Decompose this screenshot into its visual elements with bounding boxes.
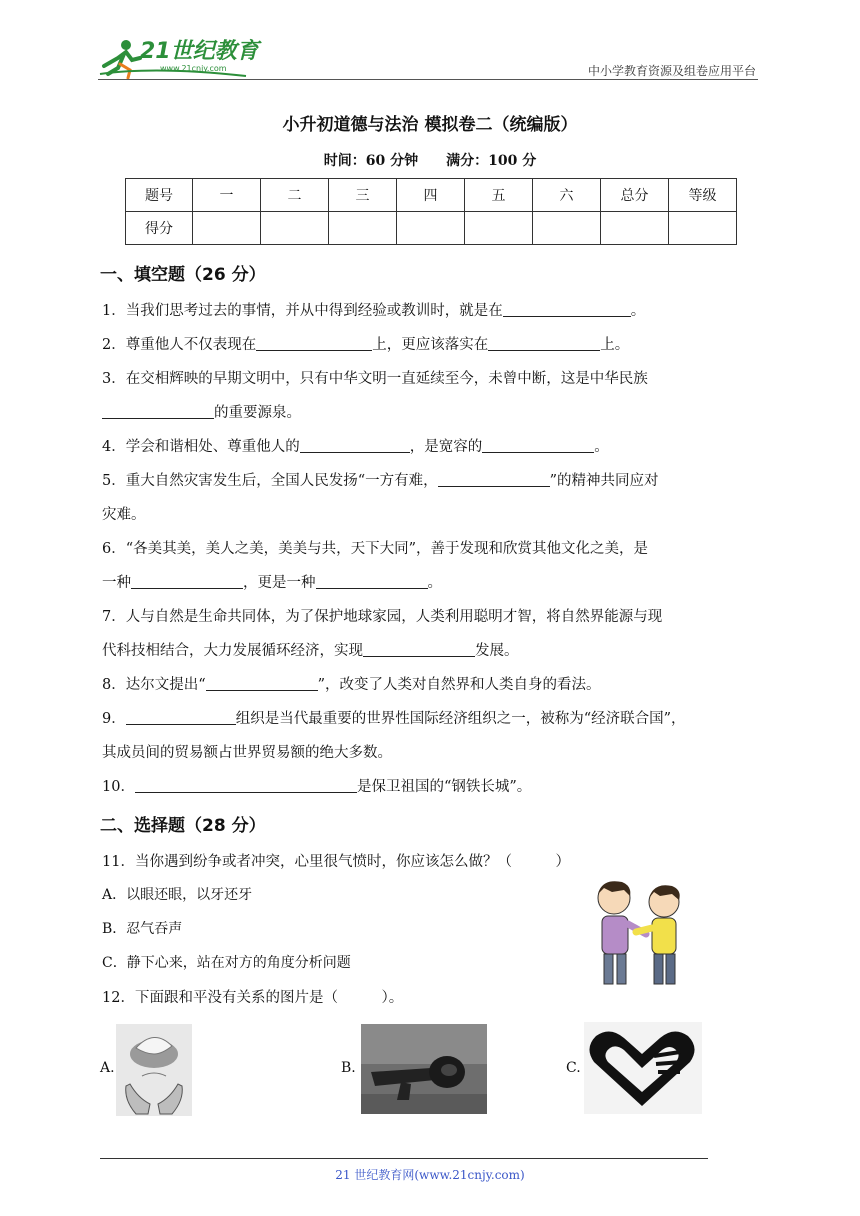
question-text: 5．重大自然灾害发生后，全国人民发扬“一方有难，	[102, 473, 438, 489]
question-text: 一种	[102, 575, 131, 591]
time-and-score-line: 时间：60 分钟 满分：100 分	[323, 153, 537, 169]
question-text: ，更是一种	[243, 575, 316, 591]
question-text: 代科技相结合，大力发展循环经济，实现	[102, 643, 363, 659]
score-table-header-row	[126, 179, 737, 212]
question-text: 6．“各美其美，美人之美，美美与共，天下大同”，善于发现和欣赏其他文化之美，是	[102, 541, 649, 557]
question-9-cont	[102, 741, 392, 762]
question-7-cont	[102, 639, 519, 660]
option-b[interactable]: B．忍气吞声	[102, 921, 183, 937]
question-5-cont	[102, 503, 146, 524]
question-text: 。	[594, 439, 609, 455]
option-c[interactable]: C．静下心来，站在对方的角度分析问题	[102, 955, 351, 971]
two-boys-arguing-illustration	[582, 876, 694, 994]
question-text: 的重要源泉。	[214, 405, 301, 421]
score-input-cell[interactable]	[601, 212, 669, 245]
option-a[interactable]: A．以眼还眼，以牙还牙	[102, 887, 253, 903]
answer-blank[interactable]	[363, 641, 475, 657]
question-text: 1．当我们思考过去的事情，并从中得到经验或教训时，就是在	[102, 303, 503, 319]
table-cell: 六	[533, 179, 601, 212]
table-cell: 一	[193, 179, 261, 212]
header-platform-text: 中小学教育资源及组卷应用平台	[587, 64, 756, 78]
score-input-cell[interactable]	[669, 212, 737, 245]
table-cell: 四	[397, 179, 465, 212]
answer-blank[interactable]	[256, 335, 372, 351]
question-3	[102, 367, 648, 388]
answer-blank[interactable]	[131, 573, 243, 589]
score-input-cell[interactable]	[397, 212, 465, 245]
question-text: 灾难。	[102, 507, 146, 523]
question-4	[102, 435, 609, 456]
question-text: 3．在交相辉映的早期文明中，只有中华文明一直延续至今，未曾中断，这是中华民族	[102, 371, 648, 387]
question-text: 8．达尔文提出“	[102, 677, 206, 693]
question-3-cont	[102, 401, 301, 422]
answer-blank[interactable]	[135, 777, 357, 793]
answer-blank[interactable]	[482, 437, 594, 453]
score-input-cell[interactable]	[193, 212, 261, 245]
table-cell: 得分	[126, 212, 193, 245]
heart-hand-picture[interactable]	[584, 1022, 702, 1114]
question-text: 。	[630, 303, 646, 319]
section-heading-multiple-choice: 二、选择题（28 分）	[100, 816, 266, 836]
footer-link[interactable]: 21 世纪教育网(www.21cnjy.com)	[335, 1168, 525, 1182]
logo-text: 21世纪教育	[140, 39, 259, 64]
score-input-cell[interactable]	[465, 212, 533, 245]
question-text: 是保卫祖国的“钢铁长城”。	[356, 779, 532, 795]
dove-and-hands-picture[interactable]	[116, 1024, 192, 1116]
answer-blank[interactable]	[300, 437, 410, 453]
question-6-cont	[102, 571, 442, 592]
answer-blank[interactable]	[503, 301, 631, 317]
question-text: 2．尊重他人不仅表现在	[102, 337, 257, 353]
question-9	[102, 707, 686, 728]
score-input-cell[interactable]	[261, 212, 329, 245]
question-text: 9．	[102, 711, 126, 727]
table-cell: 五	[465, 179, 533, 212]
picture-label-c: C.	[566, 1060, 581, 1076]
question-text: ”，改变了人类对自然界和人类自身的看法。	[317, 677, 601, 693]
question-2	[102, 333, 629, 354]
section-heading-fill-blank: 一、填空题（26 分）	[100, 265, 266, 285]
table-cell: 二	[261, 179, 329, 212]
answer-blank[interactable]	[102, 403, 214, 419]
question-text: 上。	[600, 337, 630, 353]
score-input-cell[interactable]	[329, 212, 397, 245]
question-6	[102, 537, 648, 558]
question-7	[102, 605, 662, 626]
table-cell: 等级	[669, 179, 737, 212]
picture-label-b: B.	[341, 1060, 356, 1076]
knotted-gun-sculpture-picture[interactable]	[361, 1024, 487, 1114]
question-11: 11．当你遇到纷争或者冲突，心里很气愤时，你应该怎么做？（ ）	[102, 854, 570, 870]
header-divider	[98, 79, 758, 80]
question-text: 10．	[102, 779, 135, 795]
page-title: 小升初道德与法治 模拟卷二（统编版）	[282, 115, 578, 135]
answer-blank[interactable]	[438, 471, 550, 487]
answer-blank[interactable]	[206, 675, 318, 691]
question-text: ，是宽容的	[409, 439, 483, 455]
answer-blank[interactable]	[126, 709, 236, 725]
question-10	[102, 775, 531, 796]
score-table-score-row	[126, 212, 737, 245]
logo-url: www.21cnjy.com	[160, 64, 227, 73]
footer-divider	[100, 1158, 708, 1159]
question-text: 。	[427, 575, 442, 591]
question-5	[102, 469, 659, 490]
table-cell: 总分	[601, 179, 669, 212]
table-cell: 三	[329, 179, 397, 212]
question-text: 上，更应该落实在	[372, 337, 489, 353]
table-cell: 题号	[126, 179, 193, 212]
question-text: ”的精神共同应对	[549, 473, 659, 489]
question-12: 12．下面跟和平没有关系的图片是（ ）。	[102, 990, 404, 1006]
answer-blank[interactable]	[316, 573, 428, 589]
question-text: 7．人与自然是生命共同体，为了保护地球家园，人类利用聪明才智，将自然界能源与现	[102, 609, 663, 625]
question-1	[102, 299, 645, 320]
answer-blank[interactable]	[488, 335, 600, 351]
picture-label-a: A.	[100, 1060, 115, 1076]
question-text: 其成员间的贸易额占世界贸易额的绝大多数。	[102, 745, 392, 761]
score-input-cell[interactable]	[533, 212, 601, 245]
question-text: 4．学会和谐相处、尊重他人的	[102, 439, 300, 455]
question-8	[102, 673, 601, 694]
question-text: 组织是当代最重要的世界性国际经济组织之一，被称为“经济联合国”，	[235, 711, 686, 727]
question-text: 发展。	[475, 643, 519, 659]
score-table	[125, 178, 737, 245]
